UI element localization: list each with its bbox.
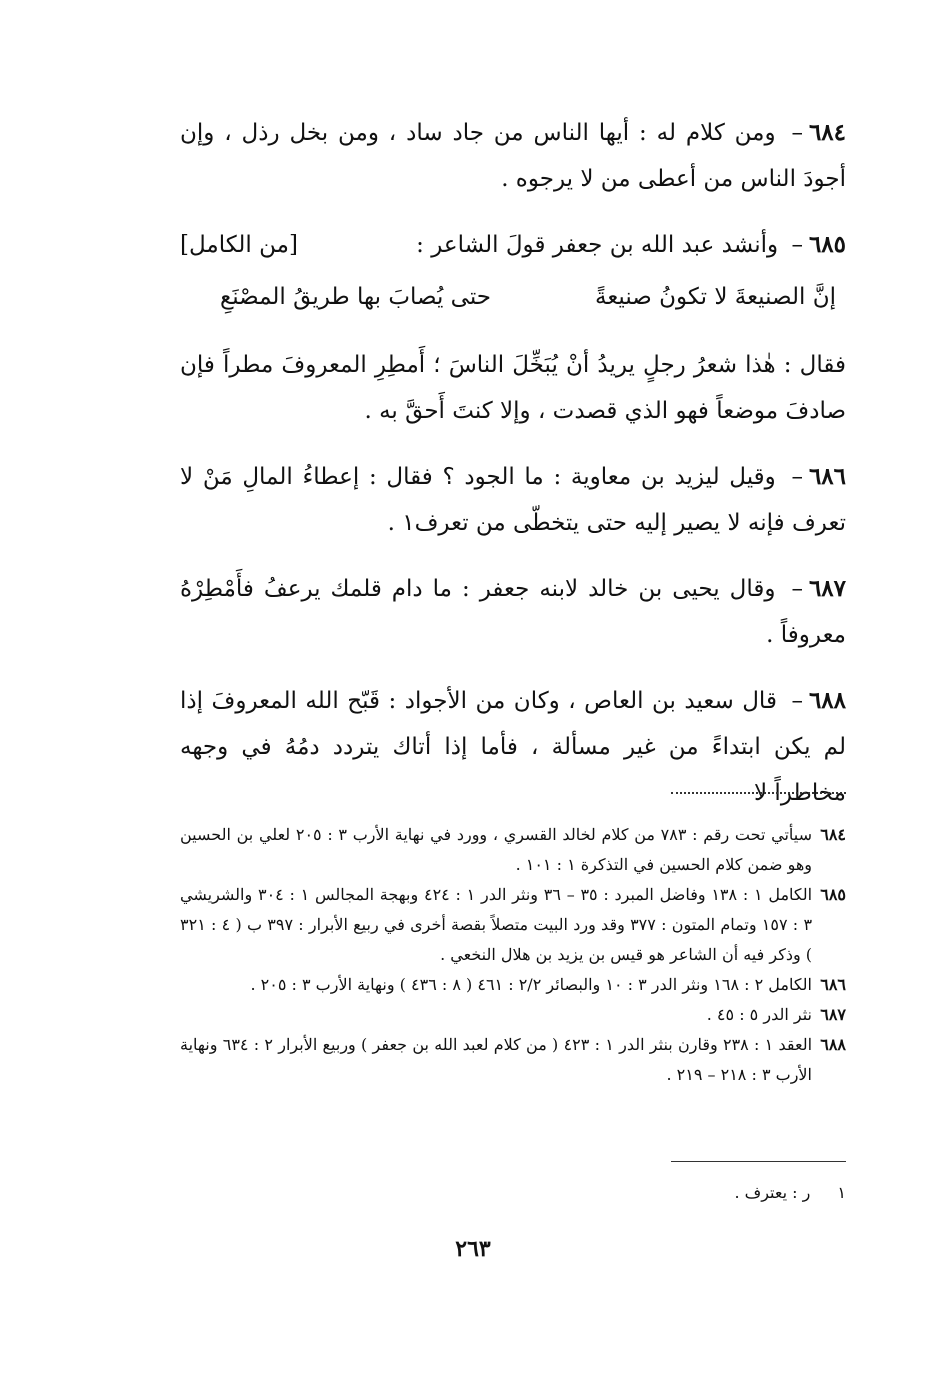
note-685: [180, 880, 846, 970]
entry-687: ٦٨٧– وقال يحيى بن خالد لابنه جعفر : ما دام قلمك يرعفُ فأَمْطِرْهُ معروفاً .: [180, 575, 846, 648]
page-number: ٢٦٣: [455, 1236, 491, 1262]
entry-686: ٦٨٦– وقيل ليزيد بن معاوية : ما الجود ؟ فقال : إعطاءُ المالِ مَنْ لا تعرف فإنه لا يصير إليه حتى يتخطّى من تعرف١ .: [180, 463, 847, 536]
footnote-separator: [671, 1161, 846, 1162]
verse-hemistich-second: حتى يُصابَ بها طريقُ المصْنَعِ: [220, 284, 491, 310]
main-text: [180, 110, 846, 836]
note-text: الكامل ٢ : ١٦٨ ونثر الدر ٣ : ١٠ والبصائر ٢/٢ : ٤٦١ ( ٨ : ٤٣٦ ) ونهاية الأرب ٣ : ٢٠٥ .: [250, 975, 812, 994]
entry-number: ٦٨٧: [808, 575, 846, 602]
entry-text: ومن كلام له : أيها الناس من جاد ساد ، ومن بخل رذل ، وإن أجودَ الناس من أعطى من لا يرجوه .: [180, 120, 846, 192]
entry-text: قال سعيد بن العاص ، وكان من الأجواد : قَبّح الله المعروفَ إذا لم يكن ابتداءً من غير مسألة ، فأما إذا أتاك يتردد دمُهُ في وجهه مخاطراً لا: [180, 688, 846, 806]
footnote-text: ر : يعترف .: [734, 1183, 811, 1202]
entry-text: فقال : هٰذا شعرُ رجلٍ يريدُ أنْ يُبَخِّلَ الناسَ ؛ أَمطِرِ المعروفَ مطراً فإن صادفَ موضعاً فهو الذي قصدت ، وإلا كنتَ أَحقَّ به .: [180, 352, 846, 424]
notes-separator: [671, 792, 846, 794]
entry-688: ٦٨٨– قال سعيد بن العاص ، وكان من الأجواد : قَبّح الله المعروفَ إذا لم يكن ابتداءً من غير مسألة ، فأما إذا أتاك يتردد دمُهُ في وجهه مخاطراً لا: [180, 687, 846, 806]
entry-number: ٦٨٨: [808, 687, 846, 714]
entry-685: ٦٨٥– وأنشد عبد الله بن جعفر قولَ الشاعر : [من الكامل]: [180, 222, 846, 268]
note-text: الكامل ١ : ١٣٨ وفاضل المبرد : ٣٥ – ٣٦ ونثر الدر ١ : ٤٢٤ وبهجة المجالس ١ : ٣٠٤ والشريشي ٣ : ١٥٧ وتمام المتون : ٣٧٧ وقد ورد البيت متصلاً بقصة أخرى في ربيع الأبرار : ٣٩٧ ب ( ٤ : ٣٢١ ) وذكر فيه أن الشاعر هو قيس بن يزيد بن هلال النخعي .: [180, 885, 813, 964]
note-text: سيأتي تحت رقم : ٧٨٣ من كلام لخالد القسري ، وورد في نهاية الأرب ٣ : ٢٠٥ لعلي بن الحسين وهو ضمن كلام الحسين في التذكرة ١ : ١٠١ .: [180, 825, 813, 874]
source-notes: [180, 820, 846, 1090]
note-number: ٦٨٧: [820, 1005, 846, 1024]
note-text: نثر الدر ٥ : ٤٥ .: [706, 1005, 812, 1024]
note-number: ٦٨٦: [820, 975, 846, 994]
entry-685-continuation: [180, 342, 846, 434]
note-684: [180, 820, 846, 880]
note-686: [180, 970, 846, 1000]
poetic-meter: [من الكامل]: [180, 232, 298, 258]
note-687: [180, 1000, 846, 1030]
entry-text: وقيل ليزيد بن معاوية : ما الجود ؟ فقال : إعطاءُ المالِ مَنْ لا تعرف فإنه لا يصير إليه حتى يتخطّى من تعرف١ .: [180, 464, 846, 536]
entry-number: ٦٨٥: [808, 231, 846, 258]
note-text: العقد ١ : ٢٣٨ وقارن بنثر الدر ١ : ٤٢٣ ( من كلام لعبد الله بن جعفر ) وربيع الأبرار ٢ : ٦٣٤ ونهاية الأرب ٣ : ٢١٨ – ٢١٩ .: [180, 1035, 813, 1084]
note-number: ٦٨٥: [820, 885, 846, 904]
note-688: [180, 1030, 846, 1090]
verse-hemistich-first: إنَّ الصنيعةَ لا تكونُ صنيعةً: [594, 284, 836, 310]
entry-number: ٦٨٦: [808, 463, 847, 490]
note-number: ٦٨٨: [820, 1035, 846, 1054]
verse-line: [180, 274, 836, 320]
footnote-number: ١: [837, 1183, 846, 1202]
entry-684: ٦٨٤– ومن كلام له : أيها الناس من جاد ساد ، ومن بخل رذل ، وإن أجودَ الناس من أعطى من لا يرجوه .: [180, 119, 847, 192]
entry-text: وأنشد عبد الله بن جعفر قولَ الشاعر :: [416, 232, 779, 258]
entry-text: وقال يحيى بن خالد لابنه جعفر : ما دام قلمك يرعفُ فأَمْطِرْهُ معروفاً .: [180, 576, 846, 648]
entry-number: ٦٨٤: [808, 119, 847, 146]
footnote: [734, 1180, 846, 1206]
note-number: ٦٨٤: [820, 825, 846, 844]
